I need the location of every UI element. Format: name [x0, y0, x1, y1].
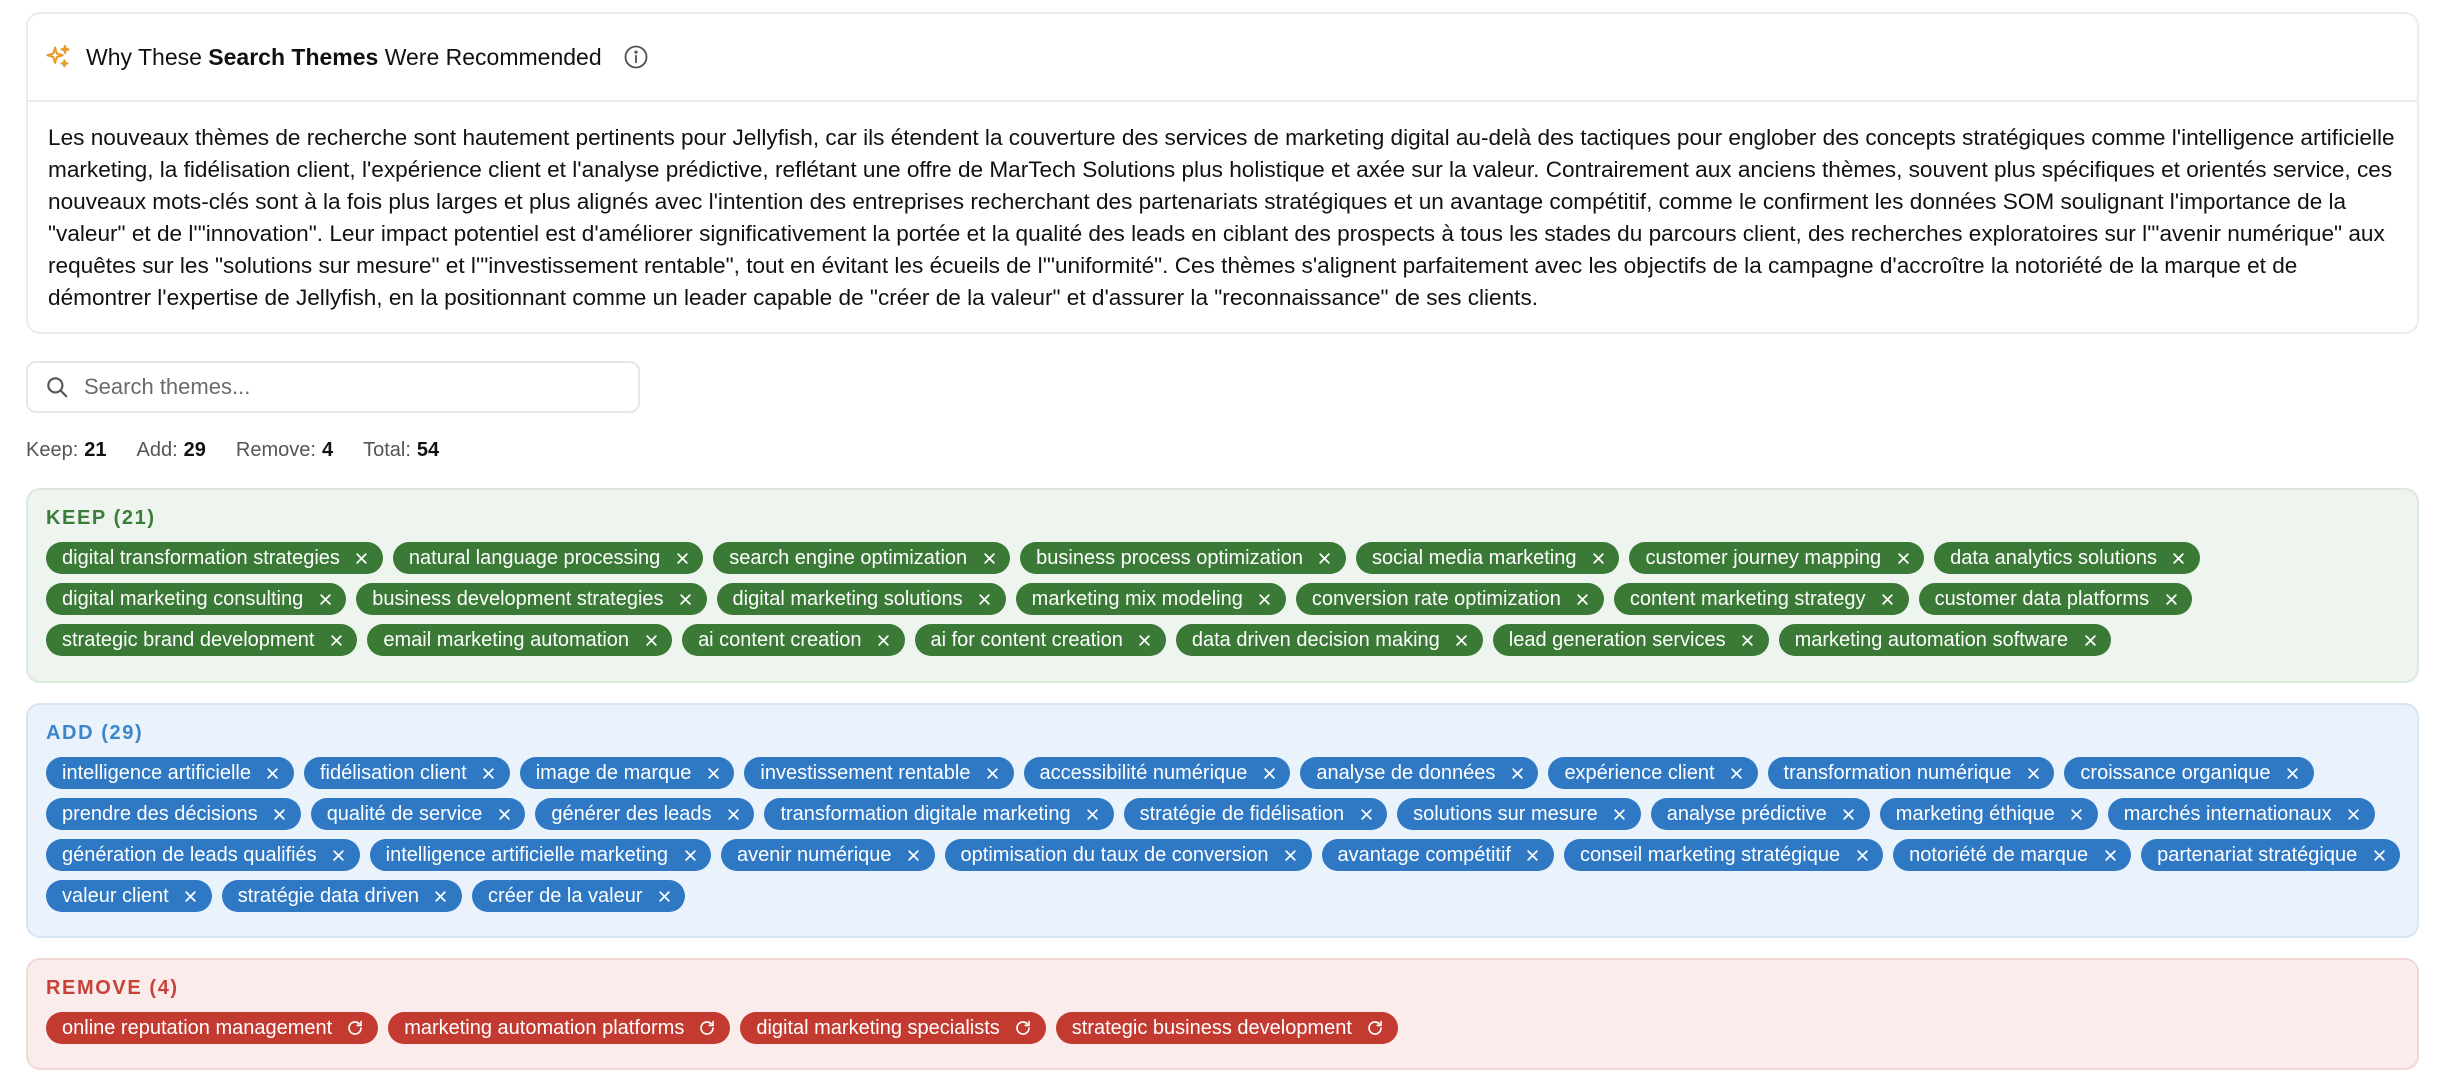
chip-label: marketing mix modeling — [1031, 587, 1243, 610]
keep-section-title: KEEP (21) — [46, 507, 156, 529]
chip-label: accessibilité numérique — [1039, 761, 1248, 784]
keep-theme-chip[interactable] — [1779, 624, 2111, 656]
chip-label: stratégie de fidélisation — [1139, 802, 1345, 825]
keep-theme-chip[interactable] — [717, 583, 1006, 615]
recommendation-explanation-card — [26, 12, 2419, 334]
close-icon[interactable] — [1881, 592, 1895, 606]
chip-label: strategic brand development — [62, 628, 315, 651]
close-icon[interactable] — [907, 848, 921, 862]
close-icon[interactable] — [1086, 807, 1100, 821]
keep-theme-chip[interactable] — [367, 624, 672, 656]
close-icon[interactable] — [986, 766, 1000, 780]
close-icon[interactable] — [726, 807, 740, 821]
add-theme-chip[interactable] — [1768, 757, 2055, 789]
chip-label: génération de leads qualifiés — [62, 843, 317, 866]
close-icon[interactable] — [2083, 633, 2097, 647]
explanation-text: Les nouveaux thèmes de recherche sont hautement pertinents pour Jellyfish, car ils étendent la couverture des services de marketing digital au-delà des tactiques pour englober des concepts stratégiques comme l'intelligence artificielle marketing, la fidélisation client, l'expérience client et l'analyse prédictive, reflétant une offre de MarTech Solutions plus holistique et axée sur la valeur. Contrairement aux anciens thèmes, souvent plus spécifiques et orientés service, ces nouveaux mots-clés sont à la fois plus larges et plus alignés avec l'intention des entreprises recherchant des partenariats stratégiques et un avantage compétitif, comme le confirment les données SOM soulignant l'importance de la "valeur" et de l'"innovation". Leur impact potentiel est d'améliorer significativement la portée et la qualité des leads en ciblant des prospects à tous les stades du parcours client, des recherches exploratoires sur l'"avenir numérique" aux requêtes sur les "solutions sur mesure" et l'"investissement rentable", tout en évitant les écueils de l'"uniformité". Ces thèmes s'alignent parfaitement avec les objectifs de la campagne d'accroître la notoriété de la marque et de démontrer l'expertise de Jellyfish, en la positionnant comme un leader capable de "créer de la valeur" et d'assurer la "reconnaissance" de ses clients. — [48, 125, 2395, 310]
keep-theme-chip[interactable] — [1016, 583, 1286, 615]
chip-label: business development strategies — [372, 587, 664, 610]
add-theme-chip[interactable] — [1651, 798, 1870, 830]
chip-label: notoriété de marque — [1909, 843, 2089, 866]
close-icon[interactable] — [2103, 848, 2117, 862]
add-theme-chip[interactable] — [1322, 839, 1554, 871]
chip-label: intelligence artificielle — [62, 761, 251, 784]
chip-label: avantage compétitif — [1337, 843, 1511, 866]
add-theme-chip[interactable] — [46, 757, 294, 789]
add-theme-chip[interactable] — [764, 798, 1113, 830]
close-icon[interactable] — [1284, 848, 1298, 862]
chip-label: natural language processing — [408, 546, 661, 569]
chip-label: digital marketing consulting — [62, 587, 304, 610]
close-icon[interactable] — [877, 633, 891, 647]
keep-chip-list — [46, 542, 2416, 656]
remove-section-title: REMOVE (4) — [46, 977, 179, 999]
remove-section — [26, 958, 2419, 1070]
remove-theme-chip[interactable] — [388, 1012, 730, 1044]
close-icon[interactable] — [1896, 551, 1910, 565]
keep-theme-chip[interactable] — [682, 624, 904, 656]
chip-label: ai for content creation — [930, 628, 1123, 651]
remove-theme-chip[interactable] — [1056, 1012, 1398, 1044]
chip-label: digital marketing specialists — [756, 1016, 1000, 1039]
add-theme-chip[interactable] — [721, 839, 935, 871]
add-theme-chip[interactable] — [2064, 757, 2313, 789]
close-icon[interactable] — [1741, 633, 1755, 647]
keep-theme-chip[interactable] — [1296, 583, 1604, 615]
chip-label: customer journey mapping — [1645, 546, 1882, 569]
close-icon[interactable] — [184, 889, 198, 903]
chip-label: conversion rate optimization — [1311, 587, 1561, 610]
keep-theme-chip[interactable] — [1493, 624, 1769, 656]
chip-label: solutions sur mesure — [1413, 802, 1598, 825]
explanation-header — [28, 14, 2417, 102]
add-theme-chip[interactable] — [1124, 798, 1388, 830]
chip-label: stratégie data driven — [237, 884, 419, 907]
close-icon[interactable] — [1510, 766, 1524, 780]
restore-icon[interactable] — [698, 1019, 716, 1037]
close-icon[interactable] — [266, 766, 280, 780]
remove-theme-chip[interactable] — [46, 1012, 378, 1044]
add-theme-chip[interactable] — [46, 880, 212, 912]
close-icon[interactable] — [706, 766, 720, 780]
keep-theme-chip[interactable] — [393, 542, 703, 574]
add-theme-chip[interactable] — [2108, 798, 2375, 830]
keep-theme-chip[interactable] — [1176, 624, 1483, 656]
explanation-title: Why These Search Themes Were Recommended — [86, 43, 602, 70]
add-theme-chip[interactable] — [744, 757, 1013, 789]
close-icon[interactable] — [644, 633, 658, 647]
add-theme-chip[interactable] — [1024, 757, 1291, 789]
chip-label: email marketing automation — [383, 628, 630, 651]
add-section — [26, 703, 2419, 938]
add-theme-chip[interactable] — [1564, 839, 1883, 871]
close-icon[interactable] — [683, 848, 697, 862]
chip-label: search engine optimization — [729, 546, 968, 569]
chip-label: qualité de service — [326, 802, 483, 825]
chip-label: prendre des décisions — [62, 802, 258, 825]
chip-label: optimisation du taux de conversion — [960, 843, 1269, 866]
chip-label: intelligence artificielle marketing — [385, 843, 668, 866]
close-icon[interactable] — [1359, 807, 1373, 821]
chip-label: strategic business development — [1071, 1016, 1352, 1039]
remove-chip-list — [46, 1012, 2416, 1044]
close-icon[interactable] — [273, 807, 287, 821]
add-theme-chip[interactable] — [1397, 798, 1641, 830]
close-icon[interactable] — [1138, 633, 1152, 647]
close-icon[interactable] — [1730, 766, 1744, 780]
search-icon — [44, 374, 70, 400]
add-theme-chip[interactable] — [370, 839, 711, 871]
add-theme-chip[interactable] — [535, 798, 754, 830]
close-icon[interactable] — [978, 592, 992, 606]
chip-label: expérience client — [1564, 761, 1715, 784]
restore-icon[interactable] — [1014, 1019, 1032, 1037]
add-theme-chip[interactable] — [46, 839, 360, 871]
keep-theme-chip[interactable] — [1614, 583, 1909, 615]
add-theme-chip[interactable] — [1893, 839, 2131, 871]
chip-label: data driven decision making — [1191, 628, 1440, 651]
keep-count: Keep: 21 — [26, 438, 107, 461]
remove-count: Remove: 4 — [235, 438, 334, 461]
add-theme-chip[interactable] — [472, 880, 686, 912]
keep-theme-chip[interactable] — [1919, 583, 2193, 615]
add-theme-chip[interactable] — [222, 880, 462, 912]
close-icon[interactable] — [679, 592, 693, 606]
close-icon[interactable] — [355, 551, 369, 565]
add-section-title: ADD (29) — [46, 722, 144, 744]
restore-icon[interactable] — [346, 1019, 364, 1037]
theme-stats — [26, 437, 469, 463]
keep-theme-chip[interactable] — [46, 583, 346, 615]
add-theme-chip[interactable] — [46, 798, 301, 830]
chip-label: croissance organique — [2080, 761, 2271, 784]
chip-label: partenariat stratégique — [2157, 843, 2358, 866]
chip-label: content marketing strategy — [1629, 587, 1866, 610]
close-icon[interactable] — [1842, 807, 1856, 821]
close-icon[interactable] — [318, 592, 332, 606]
close-icon[interactable] — [482, 766, 496, 780]
close-icon[interactable] — [329, 633, 343, 647]
close-icon[interactable] — [2286, 766, 2300, 780]
chip-label: transformation digitale marketing — [780, 802, 1071, 825]
add-theme-chip[interactable] — [304, 757, 510, 789]
chip-label: analyse prédictive — [1666, 802, 1827, 825]
close-icon[interactable] — [332, 848, 346, 862]
keep-theme-chip[interactable] — [1020, 542, 1346, 574]
close-icon[interactable] — [675, 551, 689, 565]
chip-label: fidélisation client — [319, 761, 467, 784]
add-theme-chip[interactable] — [520, 757, 735, 789]
close-icon[interactable] — [1526, 848, 1540, 862]
add-chip-list — [46, 757, 2416, 912]
close-icon[interactable] — [1262, 766, 1276, 780]
chip-label: ai content creation — [698, 628, 862, 651]
chip-label: customer data platforms — [1934, 587, 2150, 610]
chip-label: marketing automation software — [1794, 628, 2069, 651]
chip-label: avenir numérique — [737, 843, 892, 866]
remove-theme-chip[interactable] — [740, 1012, 1045, 1044]
close-icon[interactable] — [982, 551, 996, 565]
chip-label: générer des leads — [551, 802, 712, 825]
total-count: Total: 54 — [363, 438, 440, 461]
close-icon[interactable] — [2026, 766, 2040, 780]
close-icon[interactable] — [1855, 848, 1869, 862]
add-theme-chip[interactable] — [311, 798, 526, 830]
add-theme-chip[interactable] — [1880, 798, 2098, 830]
chip-label: marchés internationaux — [2123, 802, 2332, 825]
chip-label: valeur client — [62, 884, 169, 907]
close-icon[interactable] — [657, 889, 671, 903]
close-icon[interactable] — [1455, 633, 1469, 647]
add-theme-chip[interactable] — [945, 839, 1312, 871]
add-theme-chip[interactable] — [2141, 839, 2400, 871]
close-icon[interactable] — [1613, 807, 1627, 821]
chip-label: image de marque — [535, 761, 692, 784]
chip-label: conseil marketing stratégique — [1579, 843, 1841, 866]
add-theme-chip[interactable] — [1548, 757, 1757, 789]
add-theme-chip[interactable] — [1300, 757, 1538, 789]
keep-section — [26, 488, 2419, 683]
chip-label: marketing éthique — [1895, 802, 2055, 825]
chip-label: social media marketing — [1371, 546, 1577, 569]
chip-label: business process optimization — [1036, 546, 1303, 569]
chip-label: digital transformation strategies — [62, 546, 340, 569]
search-box[interactable] — [26, 361, 640, 413]
close-icon[interactable] — [2347, 807, 2361, 821]
keep-theme-chip[interactable] — [915, 624, 1166, 656]
keep-theme-chip[interactable] — [1934, 542, 2200, 574]
keep-theme-chip[interactable] — [46, 542, 383, 574]
chip-label: digital marketing solutions — [732, 587, 963, 610]
chip-label: marketing automation platforms — [404, 1016, 685, 1039]
keep-theme-chip[interactable] — [713, 542, 1010, 574]
chip-label: data analytics solutions — [1950, 546, 2157, 569]
close-icon[interactable] — [1318, 551, 1332, 565]
restore-icon[interactable] — [1366, 1019, 1384, 1037]
close-icon[interactable] — [434, 889, 448, 903]
keep-theme-chip[interactable] — [1629, 542, 1924, 574]
info-icon[interactable] — [622, 43, 650, 71]
chip-label: transformation numérique — [1783, 761, 2012, 784]
close-icon[interactable] — [2372, 848, 2386, 862]
search-input[interactable] — [84, 365, 638, 409]
keep-theme-chip[interactable] — [356, 583, 706, 615]
close-icon[interactable] — [497, 807, 511, 821]
chip-label: investissement rentable — [760, 761, 971, 784]
close-icon[interactable] — [1576, 592, 1590, 606]
close-icon[interactable] — [2070, 807, 2084, 821]
close-icon[interactable] — [2164, 592, 2178, 606]
keep-theme-chip[interactable] — [46, 624, 357, 656]
close-icon[interactable] — [2172, 551, 2186, 565]
chip-label: lead generation services — [1508, 628, 1726, 651]
sparkle-icon — [44, 43, 72, 71]
add-count: Add: 29 — [136, 438, 206, 461]
close-icon[interactable] — [1258, 592, 1272, 606]
chip-label: analyse de données — [1316, 761, 1496, 784]
close-icon[interactable] — [1591, 551, 1605, 565]
chip-label: online reputation management — [62, 1016, 333, 1039]
keep-theme-chip[interactable] — [1356, 542, 1620, 574]
chip-label: créer de la valeur — [487, 884, 643, 907]
